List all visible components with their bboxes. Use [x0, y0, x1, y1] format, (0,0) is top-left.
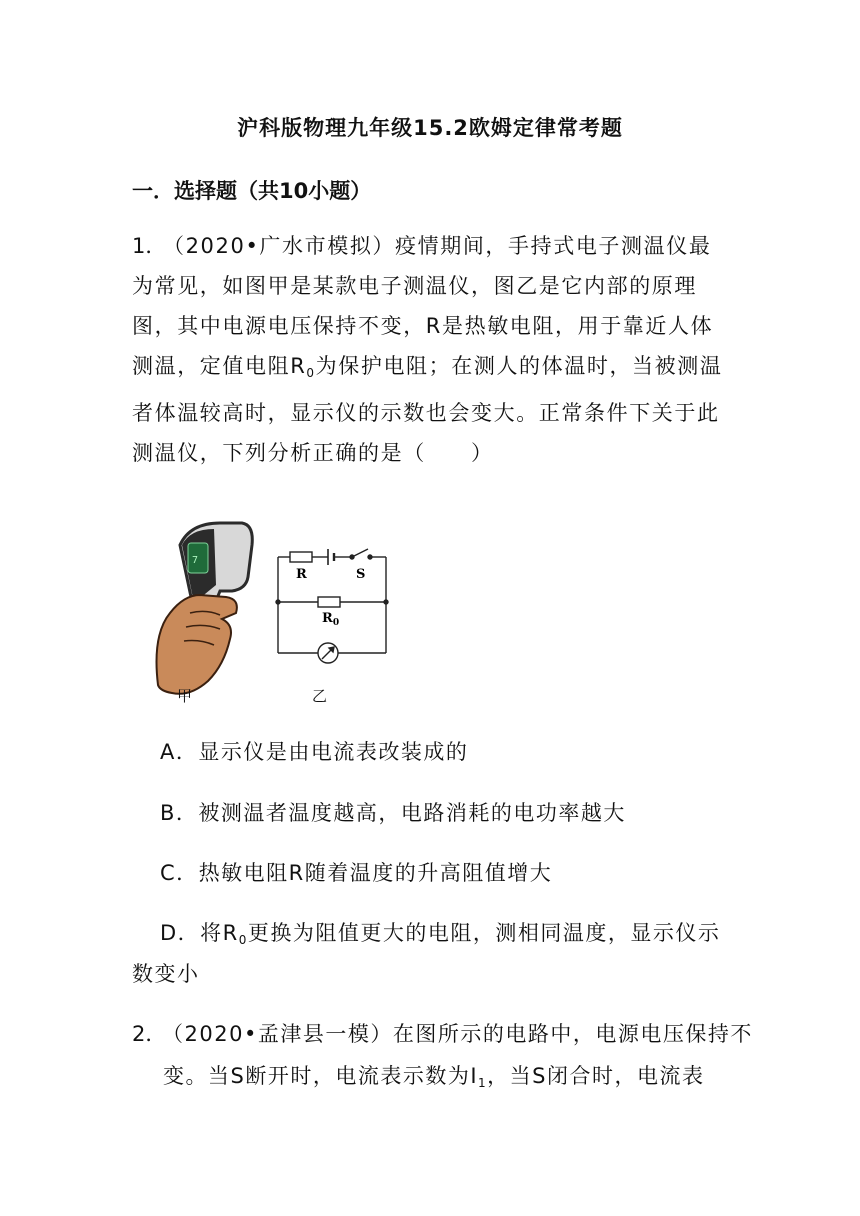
option-d-pre: D．将R	[160, 921, 239, 945]
page-title: 沪科版物理九年级15.2欧姆定律常考题	[237, 116, 623, 140]
option-d-continuation: 数变小	[132, 962, 200, 986]
question-2-line-2-pre: 变。当S断开时，电流表示数为I	[163, 1064, 479, 1088]
thermometer-device-illustration	[157, 523, 253, 694]
option-a: A．显示仪是由电流表改装成的	[160, 740, 469, 764]
circuit-diagram	[276, 549, 388, 663]
question-2-line-2-post: ，当S闭合时，电流表	[487, 1064, 705, 1088]
section-heading: 一．选择题（共10小题）	[132, 179, 372, 203]
question-1-text-sub: 0	[306, 366, 316, 380]
circuit-label-s: S	[356, 567, 366, 582]
question-2-line-1: （2020•孟津县一模）在图所示的电路中，电源电压保持不	[162, 1022, 753, 1046]
option-d-sub: 0	[238, 933, 248, 947]
question-2-number: 2．	[132, 1022, 167, 1046]
option-c: C．热敏电阻R随着温度的升高阻值增大	[160, 861, 553, 885]
resistor-r0-symbol	[318, 597, 340, 607]
question-1-text-pre: （2020•广水市模拟）疫情期间，手持式电子测温仪最为常见，如图甲是某款电子测温仪，图乙是它内部的原理图，其中电源电压保持不变，R是热敏电阻，用于靠近人体测温，定值电阻R	[132, 234, 714, 378]
question-1-text	[132, 226, 732, 473]
circuit-label-r: R	[296, 567, 307, 582]
question-1-number: 1．	[132, 234, 167, 258]
svg-text:7: 7	[192, 555, 199, 566]
switch-lever	[352, 549, 368, 557]
option-d	[160, 917, 720, 947]
question-1-figure	[150, 515, 410, 715]
switch-contact-right	[368, 555, 372, 559]
circuit-label-r0: $R_0$	[322, 611, 340, 628]
option-b: B．被测温者温度越高，电路消耗的电功率越大	[160, 801, 626, 825]
figure-label-jia: 甲	[177, 687, 193, 705]
figure-label-yi: 乙	[312, 687, 328, 705]
question-2-line-2-sub: 1	[478, 1076, 488, 1090]
question-2-line-2	[163, 1060, 705, 1090]
question-1-text-post: 为保护电阻；在测人的体温时，当被测温者体温较高时，显示仪的示数也会变大。正常条件下关于此测温仪，下列分析正确的是（ ）	[132, 354, 723, 465]
resistor-r-symbol	[290, 552, 312, 562]
option-d-post: 更换为阻值更大的电阻，测相同温度，显示仪示	[247, 921, 721, 945]
